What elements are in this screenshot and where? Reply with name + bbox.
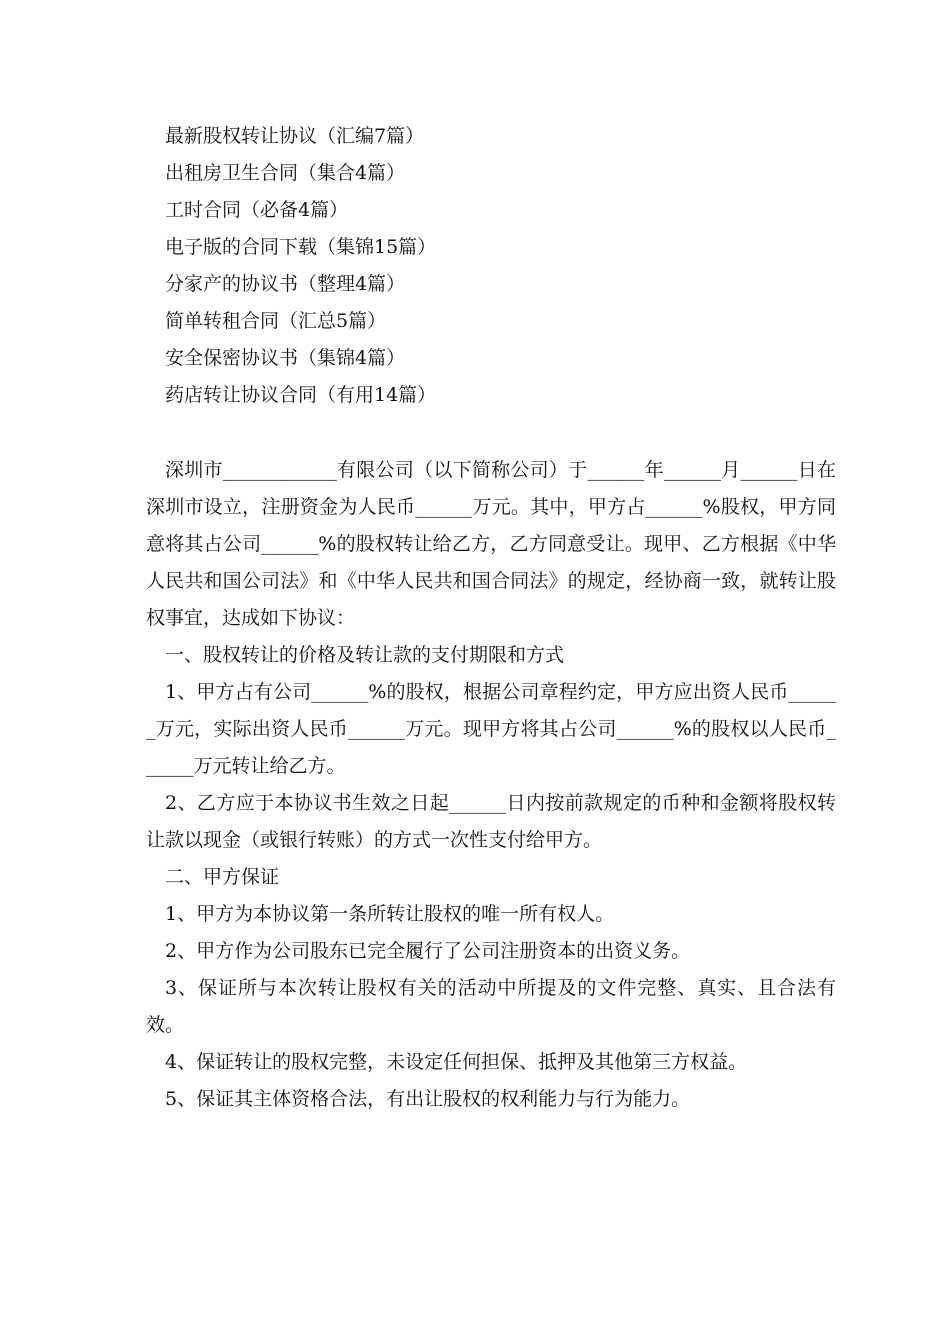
section-1-title: 一、股权转让的价格及转让款的支付期限和方式 xyxy=(165,644,565,666)
section-2-item: 1、甲方为本协议第一条所转让股权的唯一所有权人。 xyxy=(165,903,615,925)
section-1-item-1: 1、甲方占有公司______%的股权，根据公司章程约定，甲方应出资人民币______万元，实际出资人民币______万元。现甲方将其占公司______%的股权以人民币______万元转让给乙方。 xyxy=(146,681,836,777)
section-2-item: 5、保证其主体资格合法，有出让股权的权利能力与行为能力。 xyxy=(165,1088,691,1110)
related-document-link[interactable]: 安全保密协议书（集锦4篇） xyxy=(165,347,406,369)
related-document-link[interactable]: 出租房卫生合同（集合4篇） xyxy=(165,162,406,184)
related-document-link[interactable]: 简单转租合同（汇总5篇） xyxy=(165,310,387,332)
related-documents-list xyxy=(165,118,865,414)
related-document-link[interactable]: 电子版的合同下载（集锦15篇） xyxy=(165,236,437,258)
section-2-item: 4、保证转让的股权完整，未设定任何担保、抵押及其他第三方权益。 xyxy=(165,1051,748,1073)
related-document-link[interactable]: 最新股权转让协议（汇编7篇） xyxy=(165,125,425,147)
section-2-item: 3、保证所与本次转让股权有关的活动中所提及的文件完整、真实、且合法有效。 xyxy=(146,977,836,1036)
related-document-link[interactable]: 工时合同（必备4篇） xyxy=(165,199,349,221)
contract-body xyxy=(146,452,836,1118)
contract-intro-paragraph: 深圳市____________有限公司（以下简称公司）于______年______月______日在深圳市设立，注册资金为人民币______万元。其中，甲方占______%股权，甲方同意将其占公司______%的股权转让给乙方，乙方同意受让。现甲、乙方根据《中华人民共和国公司法》和《中华人民共和国合同法》的规定，经协商一致，就转让股权事宜，达成如下协议： xyxy=(146,459,836,629)
related-document-link[interactable]: 药店转让协议合同（有用14篇） xyxy=(165,384,437,406)
section-2-item: 2、甲方作为公司股东已完全履行了公司注册资本的出资义务。 xyxy=(165,940,691,962)
section-2-title: 二、甲方保证 xyxy=(165,866,280,888)
related-document-link[interactable]: 分家产的协议书（整理4篇） xyxy=(165,273,406,295)
section-1-item-2: 2、乙方应于本协议书生效之日起______日内按前款规定的币种和金额将股权转让款以现金（或银行转账）的方式一次性支付给甲方。 xyxy=(146,792,836,851)
